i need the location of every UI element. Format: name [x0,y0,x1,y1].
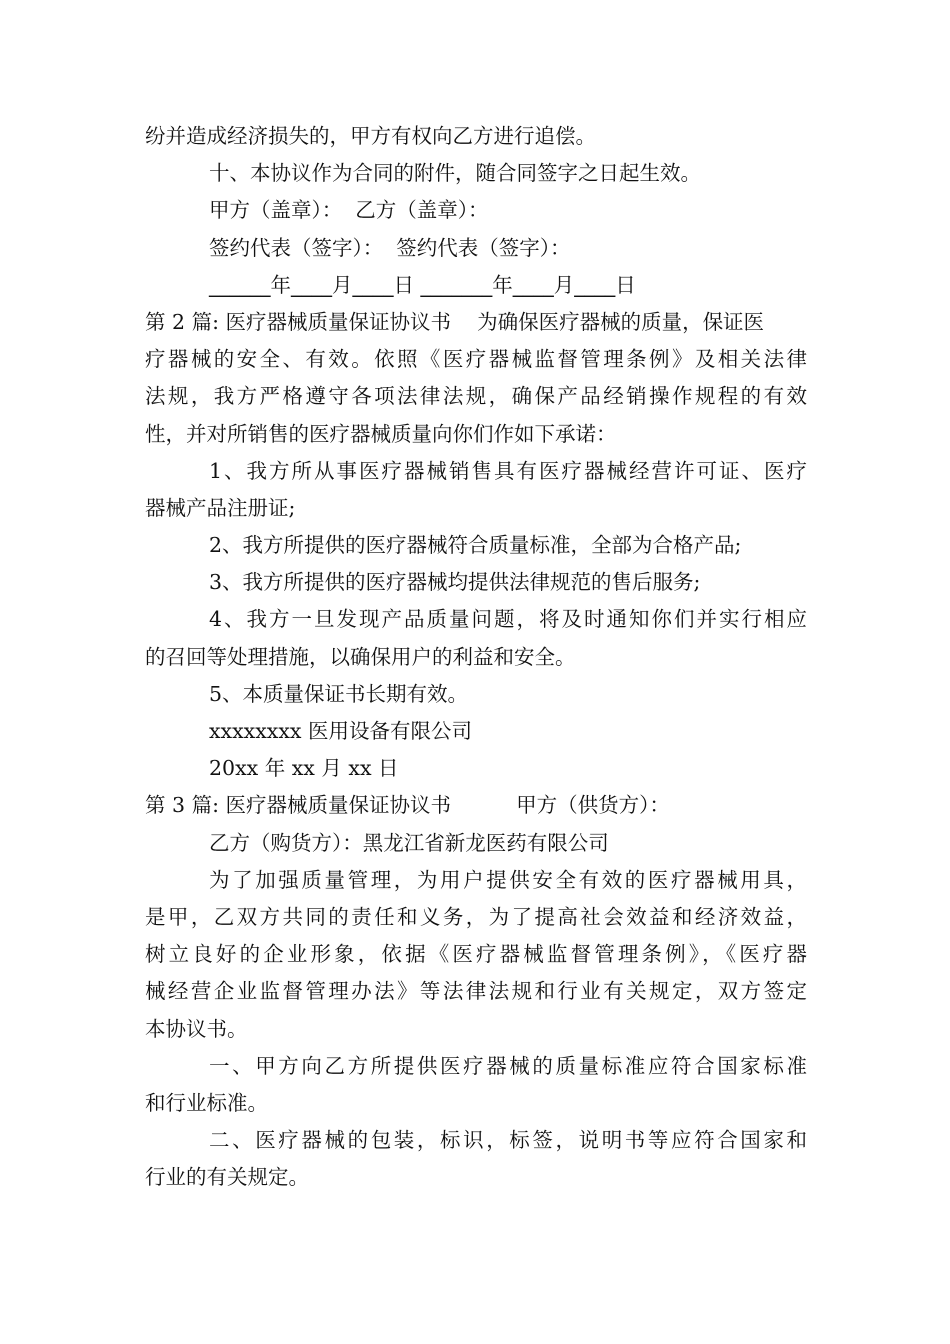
company-name: xxxxxxxx 医用设备有限公司 [209,719,473,743]
clause-line: 二、医疗器械的包装，标识，标签，说明书等应符合国家和 [209,1128,807,1153]
section-heading-2: 第 2 篇: 医疗器械质量保证协议书 为确保医疗器械的质量，保证医 [145,309,765,334]
paragraph-line: 为了加强质量管理，为用户提供安全有效的医疗器械用具， [209,867,807,892]
paragraph-line: 纷并造成经济损失的，甲方有权向乙方进行追偿。 [145,124,596,148]
clause-line: 和行业标准。 [145,1090,268,1115]
list-item: 1、我方所从事医疗器械销售具有医疗器械经营许可证、医疗 [209,458,807,483]
buyer-line: 乙方（购货方）：黑龙江省新龙医药有限公司 [209,830,609,855]
paragraph-line: 疗器械的安全、有效。依照《医疗器械监督管理条例》及相关法律 [145,347,807,372]
list-item: 5、本质量保证书长期有效。 [209,681,469,706]
section-heading-3: 第 3 篇: 医疗器械质量保证协议书 甲方（供货方）： [145,793,670,818]
signature-representative-line: 签约代表（签字）： 签约代表（签字）： [209,235,571,260]
paragraph-line: 器械产品注册证; [145,495,296,520]
clause-line: 一、甲方向乙方所提供医疗器械的质量标准应符合国家标准 [209,1053,807,1078]
document-page [145,118,807,1196]
paragraph-line: 法规，我方严格遵守各项法律法规，确保产品经销操作规程的有效 [145,384,807,409]
paragraph-line: 性，并对所销售的医疗器械质量向你们作如下承诺： [145,421,617,446]
date-line: 20xx 年 xx 月 xx 日 [209,756,399,781]
list-item: 3、我方所提供的医疗器械均提供法律规范的售后服务; [209,570,701,595]
paragraph-line: 本协议书。 [145,1016,248,1041]
list-item: 2、我方所提供的医疗器械符合质量标准，全部为合格产品; [209,533,742,558]
paragraph-line: 是甲，乙双方共同的责任和义务，为了提高社会效益和经济效益， [145,904,807,929]
paragraph-line: 械经营企业监督管理办法》等法律法规和行业有关规定，双方签定 [145,979,807,1004]
list-item: 4、我方一旦发现产品质量问题，将及时通知你们并实行相应 [209,607,807,632]
paragraph-line: 的召回等处理措施，以确保用户的利益和安全。 [145,644,576,669]
paragraph-line: 树立良好的企业形象，依据《医疗器械监督管理条例》，《医疗器 [145,942,807,967]
signature-seal-line: 甲方（盖章）： 乙方（盖章）： [209,198,489,223]
paragraph-line: 十、本协议作为合同的附件，随合同签字之日起生效。 [209,161,701,186]
signature-date-line: ______年____月____日 _______年____月____日 [209,272,636,297]
clause-line: 行业的有关规定。 [145,1165,309,1190]
